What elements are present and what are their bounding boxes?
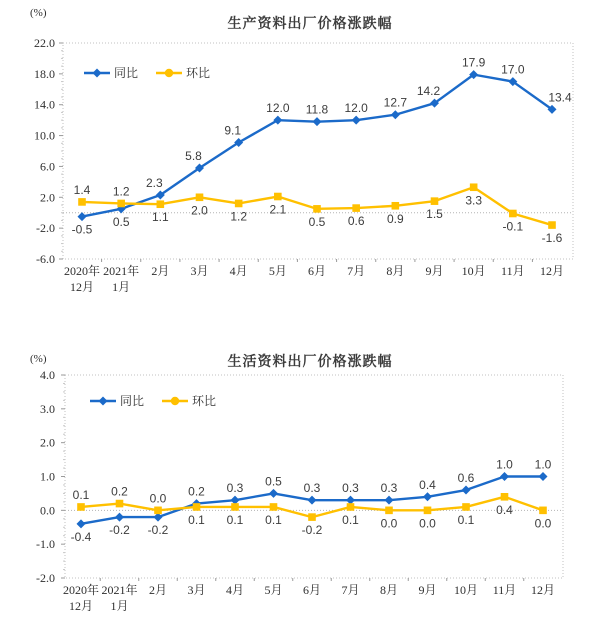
data-point-square xyxy=(313,205,321,213)
plot-area-consumer-goods xyxy=(0,318,600,636)
data-point-diamond xyxy=(352,116,361,125)
x-axis-tick-label: 12月 xyxy=(539,264,565,278)
data-point-diamond xyxy=(313,117,322,126)
data-label: 1.5 xyxy=(426,207,443,222)
data-label: 1.1 xyxy=(151,210,169,225)
data-point-diamond xyxy=(77,519,86,528)
line-circle-marker-icon xyxy=(156,67,182,79)
x-axis-tick-label: 3月 xyxy=(187,583,206,597)
x-axis-tick-label: 10月 xyxy=(453,583,479,597)
chart-title-consumer-goods: 生活资料出厂价格涨跌幅 xyxy=(227,355,393,370)
y-axis-tick-label: 2.0 xyxy=(40,435,55,450)
data-point-square xyxy=(231,503,239,511)
data-point-diamond xyxy=(115,513,124,522)
data-label: 9.1 xyxy=(224,123,242,138)
data-label: 0.4 xyxy=(419,477,436,492)
data-label: 0.1 xyxy=(72,487,90,502)
data-point-diamond xyxy=(269,489,278,498)
x-axis-tick-label: 2020年 xyxy=(62,583,100,597)
y-axis-tick-label: 2.0 xyxy=(40,190,55,205)
x-axis-tick-label: 10月 xyxy=(461,264,486,278)
x-axis-tick-label: 11月 xyxy=(501,264,525,278)
x-axis-tick-label: 5月 xyxy=(268,264,287,278)
data-label: -0.2 xyxy=(301,523,323,538)
x-axis-tick-label: 12月 xyxy=(530,583,556,597)
x-axis-tick-label: 5月 xyxy=(264,583,283,597)
data-label: 0.6 xyxy=(457,471,475,486)
data-label: 3.3 xyxy=(465,193,483,208)
y-axis-tick-label: 3.0 xyxy=(40,401,55,416)
y-axis-tick-label: 0.0 xyxy=(40,503,55,518)
data-label: -0.1 xyxy=(502,219,524,234)
data-label: 0.2 xyxy=(188,484,205,499)
data-label: 0.5 xyxy=(112,214,130,229)
data-point-square xyxy=(431,197,439,205)
y-axis-tick-label: -2.0 xyxy=(36,221,55,236)
x-axis-tick-label: 1月 xyxy=(112,280,131,294)
data-point-square xyxy=(270,503,278,511)
x-axis-tick-label: 8月 xyxy=(379,583,399,597)
x-axis-tick-label: 4月 xyxy=(229,264,248,278)
data-point-square xyxy=(78,198,86,206)
data-point-square xyxy=(77,503,85,511)
data-label: 12.7 xyxy=(383,95,408,110)
data-label: -1.6 xyxy=(541,231,563,246)
y-axis-tick-label: 22.0 xyxy=(34,36,55,50)
data-label: -0.4 xyxy=(70,529,92,544)
data-point-square xyxy=(470,183,478,191)
legend-item-mom xyxy=(156,64,210,81)
data-label: 17.9 xyxy=(461,55,486,70)
legend xyxy=(90,392,216,409)
legend-item-yoy xyxy=(84,64,138,81)
y-axis-tick-label: 1.0 xyxy=(40,469,55,484)
data-label: 0.5 xyxy=(308,214,326,229)
x-axis-tick-label: 1月 xyxy=(110,599,129,613)
x-axis-tick-label: 7月 xyxy=(341,583,360,597)
data-label: 0.4 xyxy=(496,502,513,517)
data-label: 1.0 xyxy=(496,457,513,472)
x-axis-tick-label: 4月 xyxy=(225,583,245,597)
data-point-square xyxy=(235,200,243,208)
data-label: 1.2 xyxy=(112,184,130,199)
data-point-square xyxy=(385,507,393,515)
data-point-square xyxy=(539,507,547,515)
data-label: -0.2 xyxy=(147,523,169,538)
y-axis-tick-label: 6.0 xyxy=(40,159,55,174)
chart-title-producer-goods: 生产资料出厂价格涨跌幅 xyxy=(227,17,393,32)
data-point-diamond xyxy=(423,492,432,501)
data-label: 0.0 xyxy=(380,516,398,531)
x-axis-tick-label: 11月 xyxy=(492,583,517,597)
legend-label-mom: 环比 xyxy=(186,66,211,80)
y-axis-tick-label: -1.0 xyxy=(36,537,55,552)
data-label: 0.1 xyxy=(265,512,282,527)
data-label: 12.0 xyxy=(266,101,290,116)
data-point-square xyxy=(157,200,165,208)
legend-label-yoy: 同比 xyxy=(114,66,139,80)
data-point-square xyxy=(116,500,124,508)
x-axis-tick-label: 2020年 xyxy=(63,264,101,278)
data-label: 0.3 xyxy=(303,481,321,496)
data-label: 12.0 xyxy=(344,101,368,116)
data-point-square xyxy=(117,200,125,208)
legend-label-mom: 环比 xyxy=(192,394,217,408)
data-point-square xyxy=(274,193,282,201)
data-label: 2.3 xyxy=(145,175,163,190)
chart-section-consumer-goods xyxy=(0,318,600,636)
data-point-square xyxy=(196,193,204,201)
x-axis-tick-label: 12月 xyxy=(68,599,94,613)
x-axis-tick-label: 6月 xyxy=(302,583,322,597)
legend xyxy=(84,64,210,81)
data-point-square xyxy=(193,503,201,511)
data-label: 0.0 xyxy=(149,491,167,506)
y-axis-tick-label: -2.0 xyxy=(36,571,55,585)
data-label: 0.1 xyxy=(226,512,244,527)
x-axis-tick-label: 6月 xyxy=(307,264,327,278)
data-point-diamond xyxy=(78,212,87,221)
data-label: 11.8 xyxy=(305,102,329,117)
data-label: 0.6 xyxy=(347,214,365,229)
x-axis-tick-label: 2021年 xyxy=(103,264,140,278)
data-label: 13.4 xyxy=(548,90,572,105)
data-point-square xyxy=(501,493,509,501)
y-axis-tick-label: -6.0 xyxy=(36,252,55,266)
data-point-square xyxy=(347,503,355,511)
y-axis-tick-label: 14.0 xyxy=(34,97,55,112)
x-axis-tick-label: 9月 xyxy=(425,264,444,278)
x-axis-tick-label: 12月 xyxy=(69,280,95,294)
data-label: 2.1 xyxy=(269,202,287,217)
x-axis-tick-label: 9月 xyxy=(418,583,437,597)
data-label: 0.2 xyxy=(111,484,128,499)
data-label: 0.9 xyxy=(386,211,404,226)
data-point-square xyxy=(462,503,470,511)
x-axis-tick-label: 3月 xyxy=(190,264,209,278)
data-point-diamond xyxy=(500,472,509,481)
data-label: 0.5 xyxy=(265,474,282,489)
data-label: -0.2 xyxy=(109,523,130,538)
data-label: 17.0 xyxy=(501,62,525,77)
line-diamond-marker-icon xyxy=(90,395,116,407)
data-point-square xyxy=(509,210,517,218)
data-label: 2.0 xyxy=(191,203,208,218)
data-point-diamond xyxy=(539,472,548,481)
x-axis-tick-label: 7月 xyxy=(347,264,366,278)
data-label: 0.3 xyxy=(342,481,359,496)
line-diamond-marker-icon xyxy=(84,67,110,79)
data-point-square xyxy=(548,221,556,229)
data-point-diamond xyxy=(385,496,394,505)
y-axis-unit-label: (%) xyxy=(30,353,47,365)
y-axis-tick-label: 10.0 xyxy=(34,128,55,143)
data-label: 0.0 xyxy=(419,516,436,531)
data-label: 1.2 xyxy=(230,209,248,224)
data-label: 14.2 xyxy=(416,84,441,99)
data-label: 5.8 xyxy=(185,148,202,163)
x-axis-tick-label: 8月 xyxy=(386,264,405,278)
y-axis-unit-label: (%) xyxy=(30,7,47,19)
legend-label-yoy: 同比 xyxy=(120,394,145,408)
data-point-square xyxy=(392,202,400,210)
x-axis-tick-label: 2月 xyxy=(151,264,170,278)
x-axis-tick-label: 2021年 xyxy=(101,583,138,597)
data-label: 0.3 xyxy=(380,481,398,496)
line-circle-marker-icon xyxy=(162,395,188,407)
data-label: 0.0 xyxy=(534,516,552,531)
x-axis-tick-label: 2月 xyxy=(148,583,168,597)
data-label: 1.0 xyxy=(534,457,552,472)
y-axis-tick-label: 4.0 xyxy=(40,368,55,382)
data-label: -0.5 xyxy=(71,222,93,237)
data-label: 0.3 xyxy=(226,481,244,496)
data-label: 1.4 xyxy=(73,182,91,197)
data-point-diamond xyxy=(308,496,317,505)
data-point-square xyxy=(352,204,360,212)
data-point-square xyxy=(308,513,316,521)
data-point-square xyxy=(424,507,432,515)
data-point-square xyxy=(154,507,162,515)
data-label: 0.1 xyxy=(188,512,205,527)
data-label: 0.1 xyxy=(342,512,359,527)
legend-item-mom xyxy=(162,392,216,409)
data-point-diamond xyxy=(462,486,471,495)
data-point-diamond xyxy=(391,110,400,119)
legend-item-yoy xyxy=(90,392,144,409)
y-axis-tick-label: 18.0 xyxy=(34,66,55,81)
data-label: 0.1 xyxy=(457,512,475,527)
